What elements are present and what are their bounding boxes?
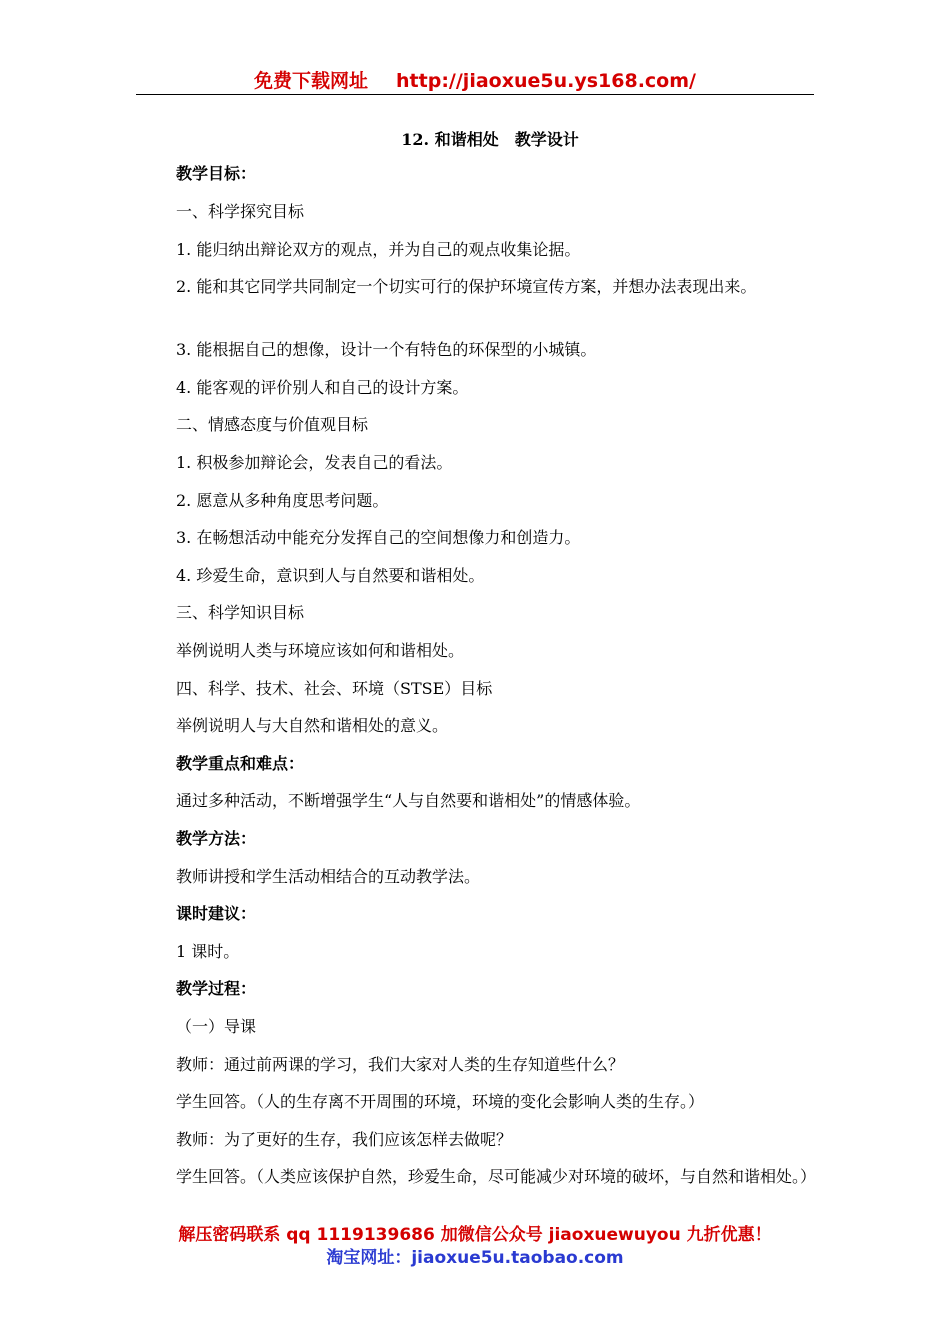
paragraph: 举例说明人类与环境应该如何和谐相处。 bbox=[176, 641, 465, 660]
list-item: 3. 在畅想活动中能充分发挥自己的空间想像力和创造力。 bbox=[176, 528, 581, 547]
section-heading: 一、科学探究目标 bbox=[176, 202, 305, 221]
list-item: 1. 积极参加辩论会，发表自己的看法。 bbox=[176, 453, 453, 472]
heading-process: 教学过程： bbox=[176, 979, 257, 998]
paragraph: 1 课时。 bbox=[176, 942, 240, 961]
list-item: 2. 能和其它同学共同制定一个切实可行的保护环境宣传方案，并想办法表现出来。 bbox=[176, 277, 757, 296]
paragraph: 通过多种活动，不断增强学生“人与自然要和谐相处”的情感体验。 bbox=[176, 791, 641, 810]
footer-taobao-link[interactable]: 淘宝网址：jiaoxue5u.taobao.com bbox=[326, 1248, 624, 1268]
header-url-link[interactable]: http://jiaoxue5u.ys168.com/ bbox=[396, 70, 696, 92]
heading-key-points: 教学重点和难点： bbox=[176, 754, 305, 773]
list-item: 4. 珍爱生命，意识到人与自然要和谐相处。 bbox=[176, 566, 485, 585]
list-item: 1. 能归纳出辩论双方的观点，并为自己的观点收集论据。 bbox=[176, 240, 581, 259]
paragraph: 教师：通过前两课的学习，我们大家对人类的生存知道些什么？ bbox=[176, 1055, 625, 1074]
header-banner bbox=[0, 66, 950, 93]
page-title: 12. 和谐相处 教学设计 bbox=[401, 130, 579, 149]
heading-objectives: 教学目标： bbox=[176, 164, 257, 183]
section-heading: 二、情感态度与价值观目标 bbox=[176, 415, 369, 434]
paragraph: 学生回答。（人类应该保护自然，珍爱生命，尽可能减少对环境的破坏，与自然和谐相处。） bbox=[176, 1167, 817, 1186]
list-item: 4. 能客观的评价别人和自己的设计方案。 bbox=[176, 378, 469, 397]
list-item: 3. 能根据自己的想像，设计一个有特色的环保型的小城镇。 bbox=[176, 340, 597, 359]
paragraph: 教师讲授和学生活动相结合的互动教学法。 bbox=[176, 867, 481, 886]
heading-methods: 教学方法： bbox=[176, 829, 257, 848]
paragraph: 教师：为了更好的生存，我们应该怎样去做呢？ bbox=[176, 1130, 513, 1149]
section-heading: 三、科学知识目标 bbox=[176, 603, 305, 622]
section-heading: （一）导课 bbox=[176, 1017, 257, 1036]
paragraph: 学生回答。（人的生存离不开周围的环境，环境的变化会影响人类的生存。） bbox=[176, 1092, 705, 1111]
heading-class-hours: 课时建议： bbox=[176, 904, 257, 923]
section-heading: 四、科学、技术、社会、环境（STSE）目标 bbox=[176, 679, 493, 698]
list-item: 2. 愿意从多种角度思考问题。 bbox=[176, 491, 389, 510]
paragraph: 举例说明人与大自然和谐相处的意义。 bbox=[176, 716, 449, 735]
footer-contact: 解压密码联系 qq 1119139686 加微信公众号 jiaoxuewuyou 九折优惠！ bbox=[178, 1225, 772, 1245]
header-divider bbox=[136, 94, 814, 95]
header-label: 免费下载网址 bbox=[254, 70, 369, 92]
